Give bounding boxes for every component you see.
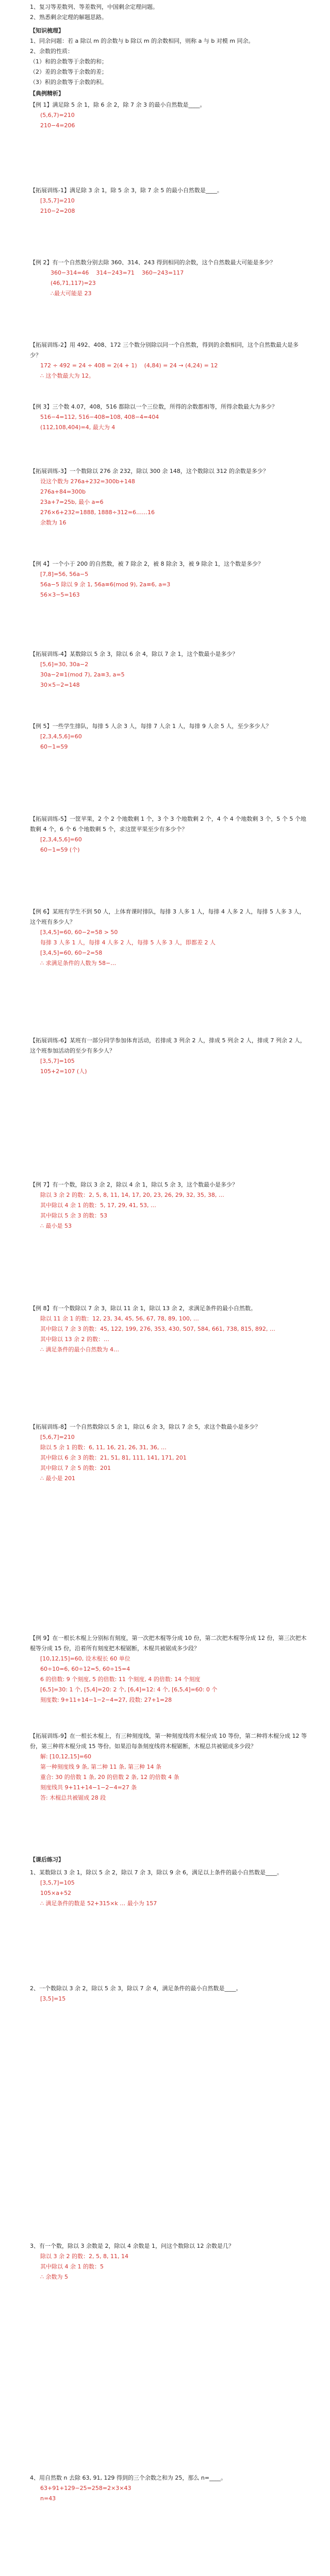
answer-line: (46,71,117)=23 [51, 280, 96, 286]
answer-line: ∴ 最小是 201 [40, 1475, 75, 1482]
answer-line: [3,5]=15 [40, 1995, 66, 2002]
answer-line: 刻度数: 9+11+14−1−2−4=27, 段数: 27+1=28 [40, 1697, 172, 1703]
answer-line: (5,6,7)=210 [40, 112, 75, 118]
answer-line: ∴最大可能是 23 [51, 290, 92, 297]
practice-6 [30, 1036, 308, 1077]
answer-line: 516−4=112, 516−408=108, 408−4=404 [40, 414, 159, 420]
example-3 [30, 402, 308, 433]
answer-line: 其中除以 13 余 2 的数：… [40, 1336, 109, 1343]
question-text: 【拓展训练-5】一筐苹果，2 个 2 个地数剩 1 个，3 个 3 个地数剩 2 个，4 个 4 个地数剩 3 个，5 个 5 个地数剩 4 个，6 个 6 个地数剩 5 个，求这筐苹果至少有多少个？ [30, 816, 306, 833]
answer-line: 除以 5 余 1 的数：6, 11, 16, 21, 26, 31, 36, … [40, 1444, 167, 1451]
answer-line: 重合: 30 的倍数 1 条, 20 的倍数 2 条, 12 的倍数 4 条 [40, 1774, 179, 1781]
question-text: 3、有一个数，除以 3 余数是 2，除以 4 余数是 1，问这个数除以 12 余数是几？ [30, 2243, 234, 2249]
answer-line: 210−4=206 [40, 122, 75, 129]
knowledge-section [30, 26, 308, 88]
example-6 [30, 907, 308, 969]
question-text: 【例 4】一个小于 200 的自然数，被 7 除余 2，被 8 除余 3，被 9 除余 1，这个数是多少？ [30, 561, 263, 567]
answer-line: [3,4,5]=60, 60−2=58 [40, 950, 103, 956]
goal-line: 2、熟悉剩余定理的解题思路。 [30, 14, 107, 21]
answer-line: [5,6,7]=210 [40, 1434, 75, 1440]
question-text: 【例 2】有一个自然数分别去除 360、314、243 得到相同的余数，这个自然数最大可能是多少？ [30, 259, 276, 266]
question-text: 【拓展训练-3】一个数除以 276 余 232，除以 300 余 148，这个数除以 312 的余数是多少？ [30, 468, 269, 474]
answer-line: n=43 [40, 2495, 56, 2502]
answer-line: 答: 木棍总共被锯成 28 段 [40, 1794, 106, 1801]
answer-line: 30a−2≡1(mod 7), 2a≡3, a=5 [40, 671, 125, 678]
question-text: 【拓展训练-2】用 492、408、172 三个数分别除以同一个自然数，得到的余数相同，这个自然数最大是多少？ [30, 342, 299, 359]
question-text: 【例 9】在一根长木棍上分别标有刻度，第一次把木棍等分成 10 份，第二次把木棍等分成 12 份，第三次把木棍等分成 15 份，沿着所有刻度把木棍锯断，木棍共被锯成多少段？ [30, 1635, 307, 1652]
practice-8 [30, 1422, 308, 1484]
answer-line: ∴ 最小是 53 [40, 1223, 72, 1229]
question-text: 2、一个数除以 3 余 2，除以 5 余 3，除以 7 余 4，满足条件的最小自然数是____。 [30, 1985, 242, 1992]
question-text: 【例 1】满足除 5 余 1，除 6 余 2，除 7 余 3 的最小自然数是____。 [30, 101, 206, 108]
example-8 [30, 1303, 308, 1355]
answer-line: ∴ 满足条件的最小自然数为 4… [40, 1346, 119, 1353]
question-text: 1、某数除以 3 余 1，除以 5 余 2，除以 7 余 3，除以 9 余 6，满足以上条件的最小自然数是____。 [30, 1869, 283, 1876]
answer-line: 设这个数为 276a+232=300b+148 [40, 478, 135, 485]
example-4 [30, 559, 308, 600]
example-9 [30, 1633, 308, 1705]
question-text: 【例 8】有一个数除以 7 余 3，除以 11 余 1，除以 13 余 2，求满足条件的最小自然数。 [30, 1305, 256, 1312]
answer-line: 除以 11 余 1 的数：12, 23, 34, 45, 56, 67, 78, 89, 100, … [40, 1315, 199, 1322]
section-heading: 【课后练习】 [30, 1856, 64, 1863]
answer-line: 60÷10=6, 60÷12=5, 60÷15=4 [40, 1666, 130, 1672]
question-text: 【拓展训练-1】满足除 3 余 1，除 5 余 3，除 7 余 5 的最小自然数是____。 [30, 187, 223, 194]
answer-line: 60−1=59 (个) [40, 846, 80, 853]
answer-line: 刻度线共 9+11+14−1−2−4=27 条 [40, 1784, 137, 1791]
answer-line: 172 ÷ 492 = 24 ÷ 408 = 2(4 + 1) (4,84) = 24 → (4,24) = 12 [40, 362, 218, 369]
answer-line: [10,12,15]=60, 设木棍长 60 单位 [40, 1655, 130, 1662]
answer-line: [5,6]=30, 30a−2 [40, 661, 89, 668]
practice-3 [30, 466, 308, 528]
answer-line: 其中除以 4 余 1 的数：5 [40, 2263, 104, 2270]
question-text: 【例 6】某班有学生不到 50 人，上体育课时排队，每排 3 人多 1 人，每排 4 人多 2 人，每排 5 人多 3 人，这个班有多少人？ [30, 908, 305, 925]
question-text: 【例 7】有一个数，除以 3 余 2，除以 4 余 1，除以 5 余 3，这个数最小是多少？ [30, 1181, 238, 1188]
answer-line: [3,5,7]=105 [40, 1058, 75, 1064]
examples-heading-block [30, 89, 308, 99]
answer-line: 余数为 16 [40, 519, 67, 526]
homework-1 [30, 1868, 308, 1909]
learning-goals [30, 2, 308, 23]
section-heading: 【知识梳理】 [30, 27, 64, 34]
answer-line: 60−1=59 [40, 743, 68, 750]
answer-line: 105×a+52 [40, 1890, 72, 1896]
question-text: 【拓展训练-9】在一根长木棍上，有三种刻度线，第一种刻度线将木棍分成 10 等份，第二种将木棍分成 12 等份，第三种将木棍分成 15 等份。如果沿每条刻度线将木棍锯断，木棍总共被锯成多少段？ [30, 1733, 307, 1750]
answer-line: 105+2=107 (人) [40, 1068, 87, 1075]
answer-line: [2,3,4,5,6]=60 [40, 836, 82, 843]
answer-line: 其中除以 7 余 3 的数：45, 122, 199, 276, 353, 430, 507, 584, 661, 738, 815, 892, … [40, 1326, 275, 1332]
question-text: 4、用自然数 n 去除 63, 91, 129 得到的三个余数之和为 25，那么 n=____。 [30, 2475, 227, 2481]
practice-5 [30, 814, 308, 855]
answer-line: 其中除以 6 余 3 的数：21, 51, 81, 111, 141, 171, 201 [40, 1454, 187, 1461]
example-1 [30, 100, 308, 131]
practice-1 [30, 185, 308, 216]
homework-2 [30, 1984, 308, 2004]
answer-line: 除以 3 余 2 的数：2, 5, 8, 11, 14, 17, 20, 23, 26, 29, 32, 35, 38, … [40, 1192, 224, 1198]
answer-line: 第一种刻度线 9 条, 第二种 11 条, 第三种 14 条 [40, 1764, 161, 1770]
knowledge-item: 1、同余问题：若 a 除以 m 的余数与 b 除以 m 的余数相同，则称 a 与 b 对模 m 同余。 [30, 38, 254, 44]
example-2 [30, 258, 308, 299]
answer-line: [6,5]=30: 1 个, [5,4]=20: 2 个, [6,4]=12: 4 个, [6,5,4]=60: 0 个 [40, 1686, 218, 1693]
answer-line: 每排 3 人多 1 人，每排 4 人多 2 人，每排 5 人多 3 人，即都差 2 人 [40, 939, 216, 946]
practice-9 [30, 1731, 308, 1803]
knowledge-item: 2、余数的性质： [30, 48, 73, 55]
example-5 [30, 721, 308, 752]
answer-line: [2,3,4,5,6]=60 [40, 733, 82, 740]
knowledge-item: （1）和的余数等于余数的和； [30, 58, 107, 65]
answer-line: [7,8]=56, 56a−5 [40, 571, 89, 578]
answer-line: ∴ 这个数最大为 12。 [40, 372, 94, 379]
section-heading: 【典例精析】 [30, 90, 64, 97]
answer-line: 56a−5 除以 9 余 1, 56a≡6(mod 9), 2a≡6, a=3 [40, 581, 171, 588]
answer-line: 其中除以 4 余 1 的数：5, 17, 29, 41, 53, … [40, 1202, 156, 1209]
practice-4 [30, 649, 308, 690]
goal-line: 1、复习等差数列、等差数列，中国剩余定理问题。 [30, 4, 158, 10]
example-7 [30, 1180, 308, 1231]
homework-4 [30, 2473, 308, 2504]
answer-line: 解: [10,12,15]=60 [40, 1753, 91, 1760]
answer-line: 23a+7=25b, 最小 a=6 [40, 499, 104, 505]
homework-heading-block [30, 1855, 308, 1865]
practice-2 [30, 340, 308, 381]
answer-line: 56×3−5=163 [40, 591, 80, 598]
answer-line: [3,5,7]=105 [40, 1879, 75, 1886]
answer-line: 其中除以 5 余 3 的数：53 [40, 1212, 107, 1219]
answer-line: 30×5−2=148 [40, 682, 80, 688]
answer-line: (112,108,404)=4, 最大为 4 [40, 424, 116, 431]
answer-line: 360−314=46 314−243=71 360−243=117 [51, 269, 184, 276]
answer-line: 63+91+129−25=258=2×3×43 [40, 2485, 131, 2492]
knowledge-item: （2）差的余数等于余数的差； [30, 69, 107, 75]
answer-line: 6 的倍数: 9 个刻度, 5 的倍数: 11 个刻度, 4 的倍数: 14 个刻度 [40, 1676, 201, 1683]
question-text: 【拓展训练-8】一个自然数除以 5 余 1，除以 6 余 3，除以 7 余 5，求这个数最小是多少？ [30, 1423, 261, 1430]
answer-line: 其中除以 7 余 5 的数：201 [40, 1465, 111, 1471]
answer-line: ∴ 求满足条件的人数为 58−… [40, 960, 117, 967]
answer-line: 除以 3 余 2 的数：2, 5, 8, 11, 14 [40, 2253, 128, 2260]
question-text: 【例 3】三个数 4.07，408，516 都除以一个三位数，所得的余数都相等，所得余数最大为多少？ [30, 403, 277, 410]
question-text: 【拓展训练-6】某班有一部分同学参加体育活动，若排成 3 列余 2 人，排成 5 列余 2 人，排成 7 列余 2 人，这个班参加活动的至少有多少人？ [30, 1037, 306, 1054]
answer-line: [3,5,7]=210 [40, 197, 75, 204]
answer-line: ∴ 余数为 5 [40, 2274, 68, 2280]
answer-line: 276×6+232=1888, 1888÷312=6……16 [40, 509, 155, 516]
answer-line: 210−2=208 [40, 208, 75, 214]
answer-line: 276a+84=300b [40, 488, 86, 495]
homework-3 [30, 2241, 308, 2282]
knowledge-item: （3）积的余数等于余数的积。 [30, 79, 107, 86]
answer-line: [3,4,5]=60, 60−2=58 > 50 [40, 929, 118, 936]
question-text: 【拓展训练-4】某数除以 5 余 3，除以 6 余 4，除以 7 余 1，这个数最小是多少？ [30, 651, 238, 657]
question-text: 【例 5】一些学生排队，每排 5 人余 3 人，每排 7 人余 1 人，每排 9 人余 5 人，至少多少人？ [30, 723, 272, 730]
answer-line: ∴ 满足条件的数是 52+315×k … 最小为 157 [40, 1900, 157, 1907]
